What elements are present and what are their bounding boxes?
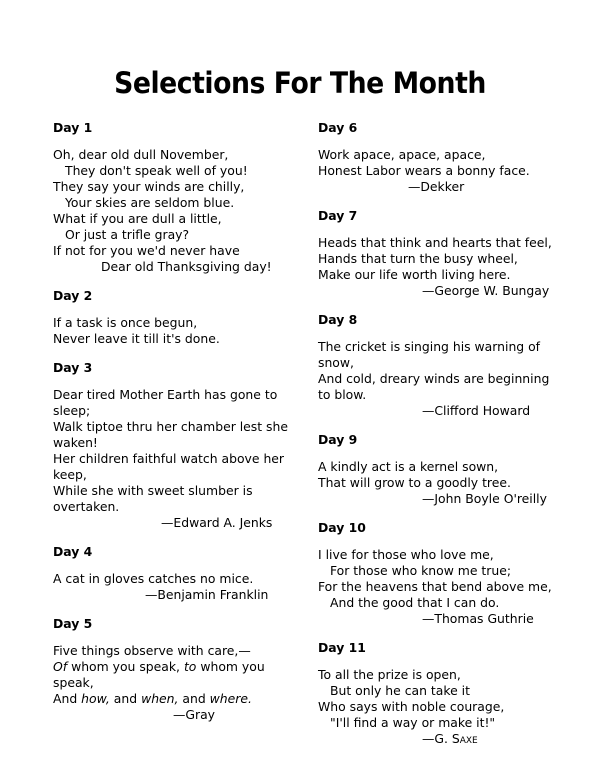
attribution: —George W. Bungay [422,283,550,298]
selection-day-6 [318,120,558,195]
selection-day-3 [53,360,293,531]
verse-line: Dear old Thanksgiving day! [101,259,272,274]
verse-line: For those who know me true; [330,563,512,578]
day-heading: Day 11 [318,640,366,655]
attribution: —Gray [173,707,216,722]
selection-day-9 [318,432,558,507]
verse-line: speak, [53,675,94,690]
verse-line: They say your winds are chilly, [53,179,245,194]
verse-line: That will grow to a goodly tree. [318,475,511,490]
verse-line [53,659,293,675]
verse-line: If a task is once begun, [53,315,198,330]
right-column [318,120,558,760]
attribution: —Benjamin Franklin [145,587,269,602]
attribution: —John Boyle O'reilly [422,491,547,506]
verse-italic: when, [141,691,179,706]
verse-line: Make our life worth living here. [318,267,511,282]
attribution: —Thomas Guthrie [422,611,534,626]
verse-line [53,691,293,707]
day-heading: Day 1 [53,120,93,135]
selection-day-10 [318,520,558,627]
day-heading: Day 5 [53,616,93,631]
verse-line: waken! [53,435,98,450]
verse-line: Your skies are seldom blue. [65,195,235,210]
verse-italic: Of [53,659,68,674]
verse-line: And cold, dreary winds are beginning [318,371,550,386]
verse-line: They don't speak well of you! [65,163,248,178]
verse-line: sleep; [53,403,91,418]
verse-line: Or just a trifle gray? [65,227,190,242]
verse-line: I live for those who love me, [318,547,494,562]
verse-line: to blow. [318,387,367,402]
day-heading: Day 3 [53,360,93,375]
verse-line: Five things observe with care,— [53,643,251,658]
selection-day-8 [318,312,558,419]
verse-line: Dear tired Mother Earth has gone to [53,387,278,402]
verse-italic: to [183,659,197,674]
verse-line: To all the prize is open, [318,667,461,682]
day-heading: Day 4 [53,544,93,559]
verse-line: For the heavens that bend above me, [318,579,552,594]
verse-line: Work apace, apace, apace, [318,147,486,162]
verse-text: and [109,691,142,706]
verse-line: Never leave it till it's done. [53,331,220,346]
day-heading: Day 6 [318,120,358,135]
selection-day-2 [53,288,293,347]
day-heading: Day 8 [318,312,358,327]
verse-line: A kindly act is a kernel sown, [318,459,499,474]
verse-line: While she with sweet slumber is [53,483,253,498]
selection-day-5 [53,616,293,723]
verse-line: And the good that I can do. [330,595,500,610]
verse-line: overtaken. [53,499,120,514]
verse-text: whom you speak, [67,659,184,674]
verse-line: Hands that turn the busy wheel, [318,251,518,266]
verse-line: Honest Labor wears a bonny face. [318,163,530,178]
selection-day-11 [318,640,558,747]
left-column [53,120,293,736]
day-heading: Day 7 [318,208,358,223]
day-heading: Day 9 [318,432,358,447]
day-heading: Day 2 [53,288,93,303]
verse-text: and [178,691,210,706]
verse-line: Her children faithful watch above her [53,451,285,466]
verse-line: Who says with noble courage, [318,699,505,714]
selection-day-7 [318,208,558,299]
verse-line: A cat in gloves catches no mice. [53,571,254,586]
page-title: Selections For The Month [114,66,486,100]
verse-italic: where. [209,691,252,706]
attribution: —Dekker [408,179,465,194]
selection-day-4 [53,544,293,603]
verse-text: And [53,691,82,706]
verse-italic: how, [81,691,110,706]
verse-line: "I'll find a way or make it!" [330,715,496,730]
verse-line: Heads that think and hearts that feel, [318,235,552,250]
verse-line: snow, [318,355,354,370]
verse-line: Walk tiptoe thru her chamber lest she [53,419,288,434]
day-heading: Day 10 [318,520,366,535]
attribution: —G. Saxe [422,731,478,746]
attribution: —Edward A. Jenks [161,515,273,530]
verse-line: If not for you we'd never have [53,243,240,258]
verse-line: What if you are dull a little, [53,211,222,226]
verse-line: keep, [53,467,87,482]
verse-line: The cricket is singing his warning of [318,339,541,354]
verse-line: But only he can take it [330,683,470,698]
attribution: —Clifford Howard [422,403,531,418]
verse-text: whom you [196,659,265,674]
selection-day-1 [53,120,293,275]
verse-line: Oh, dear old dull November, [53,147,229,162]
